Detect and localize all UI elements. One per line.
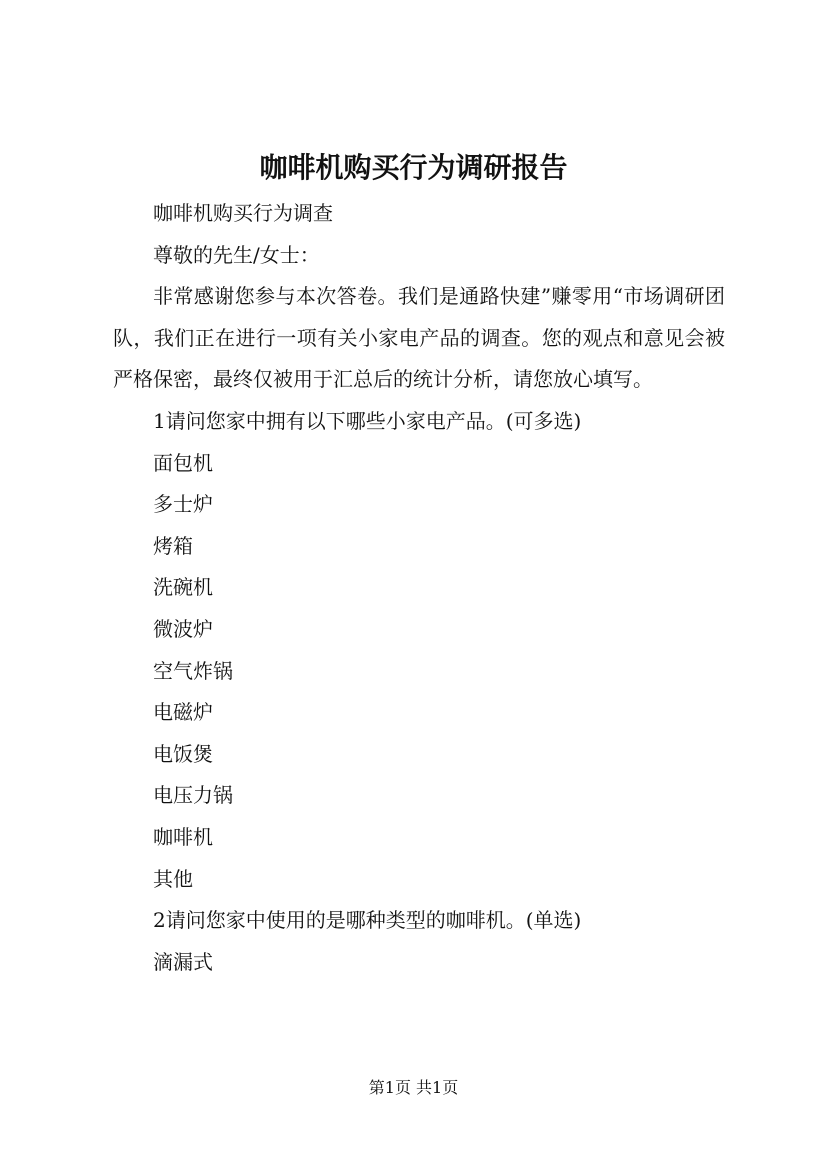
option-item: 电磁炉: [153, 700, 213, 725]
option-item: 其他: [153, 866, 193, 891]
question-2: 2请问您家中使用的是哪种类型的咖啡机。(单选): [153, 908, 582, 933]
salutation: 尊敬的先生/女士：: [153, 242, 320, 267]
option-item: 电饭煲: [153, 741, 213, 766]
survey-heading: 咖啡机购买行为调查: [153, 201, 333, 225]
page-number-label: 第1页 共1页: [368, 1078, 459, 1097]
option-item: 面包机: [153, 450, 213, 475]
option-item: 烤箱: [153, 533, 193, 558]
option-item: 空气炸锅: [153, 658, 233, 683]
option-item: 咖啡机: [153, 824, 213, 849]
option-item: 微波炉: [153, 616, 213, 641]
option-item: 滴漏式: [153, 949, 213, 974]
option-item: 电压力锅: [153, 783, 233, 808]
document-body: [113, 193, 725, 983]
question-1: 1请问您家中拥有以下哪些小家电产品。(可多选): [153, 408, 582, 433]
option-item: 多士炉: [153, 492, 213, 517]
document-title: 咖啡机购买行为调研报告: [259, 151, 568, 184]
intro-paragraph: 非常感谢您参与本次答卷。我们是通路快建”赚零用“市场调研团队，我们正在进行一项有关小家电产品的调查。您的观点和意见会被严格保密，最终仅被用于汇总后的统计分析，请您放心填写。: [113, 284, 725, 392]
option-item: 洗碗机: [153, 575, 213, 600]
page-footer: [0, 1076, 827, 1100]
